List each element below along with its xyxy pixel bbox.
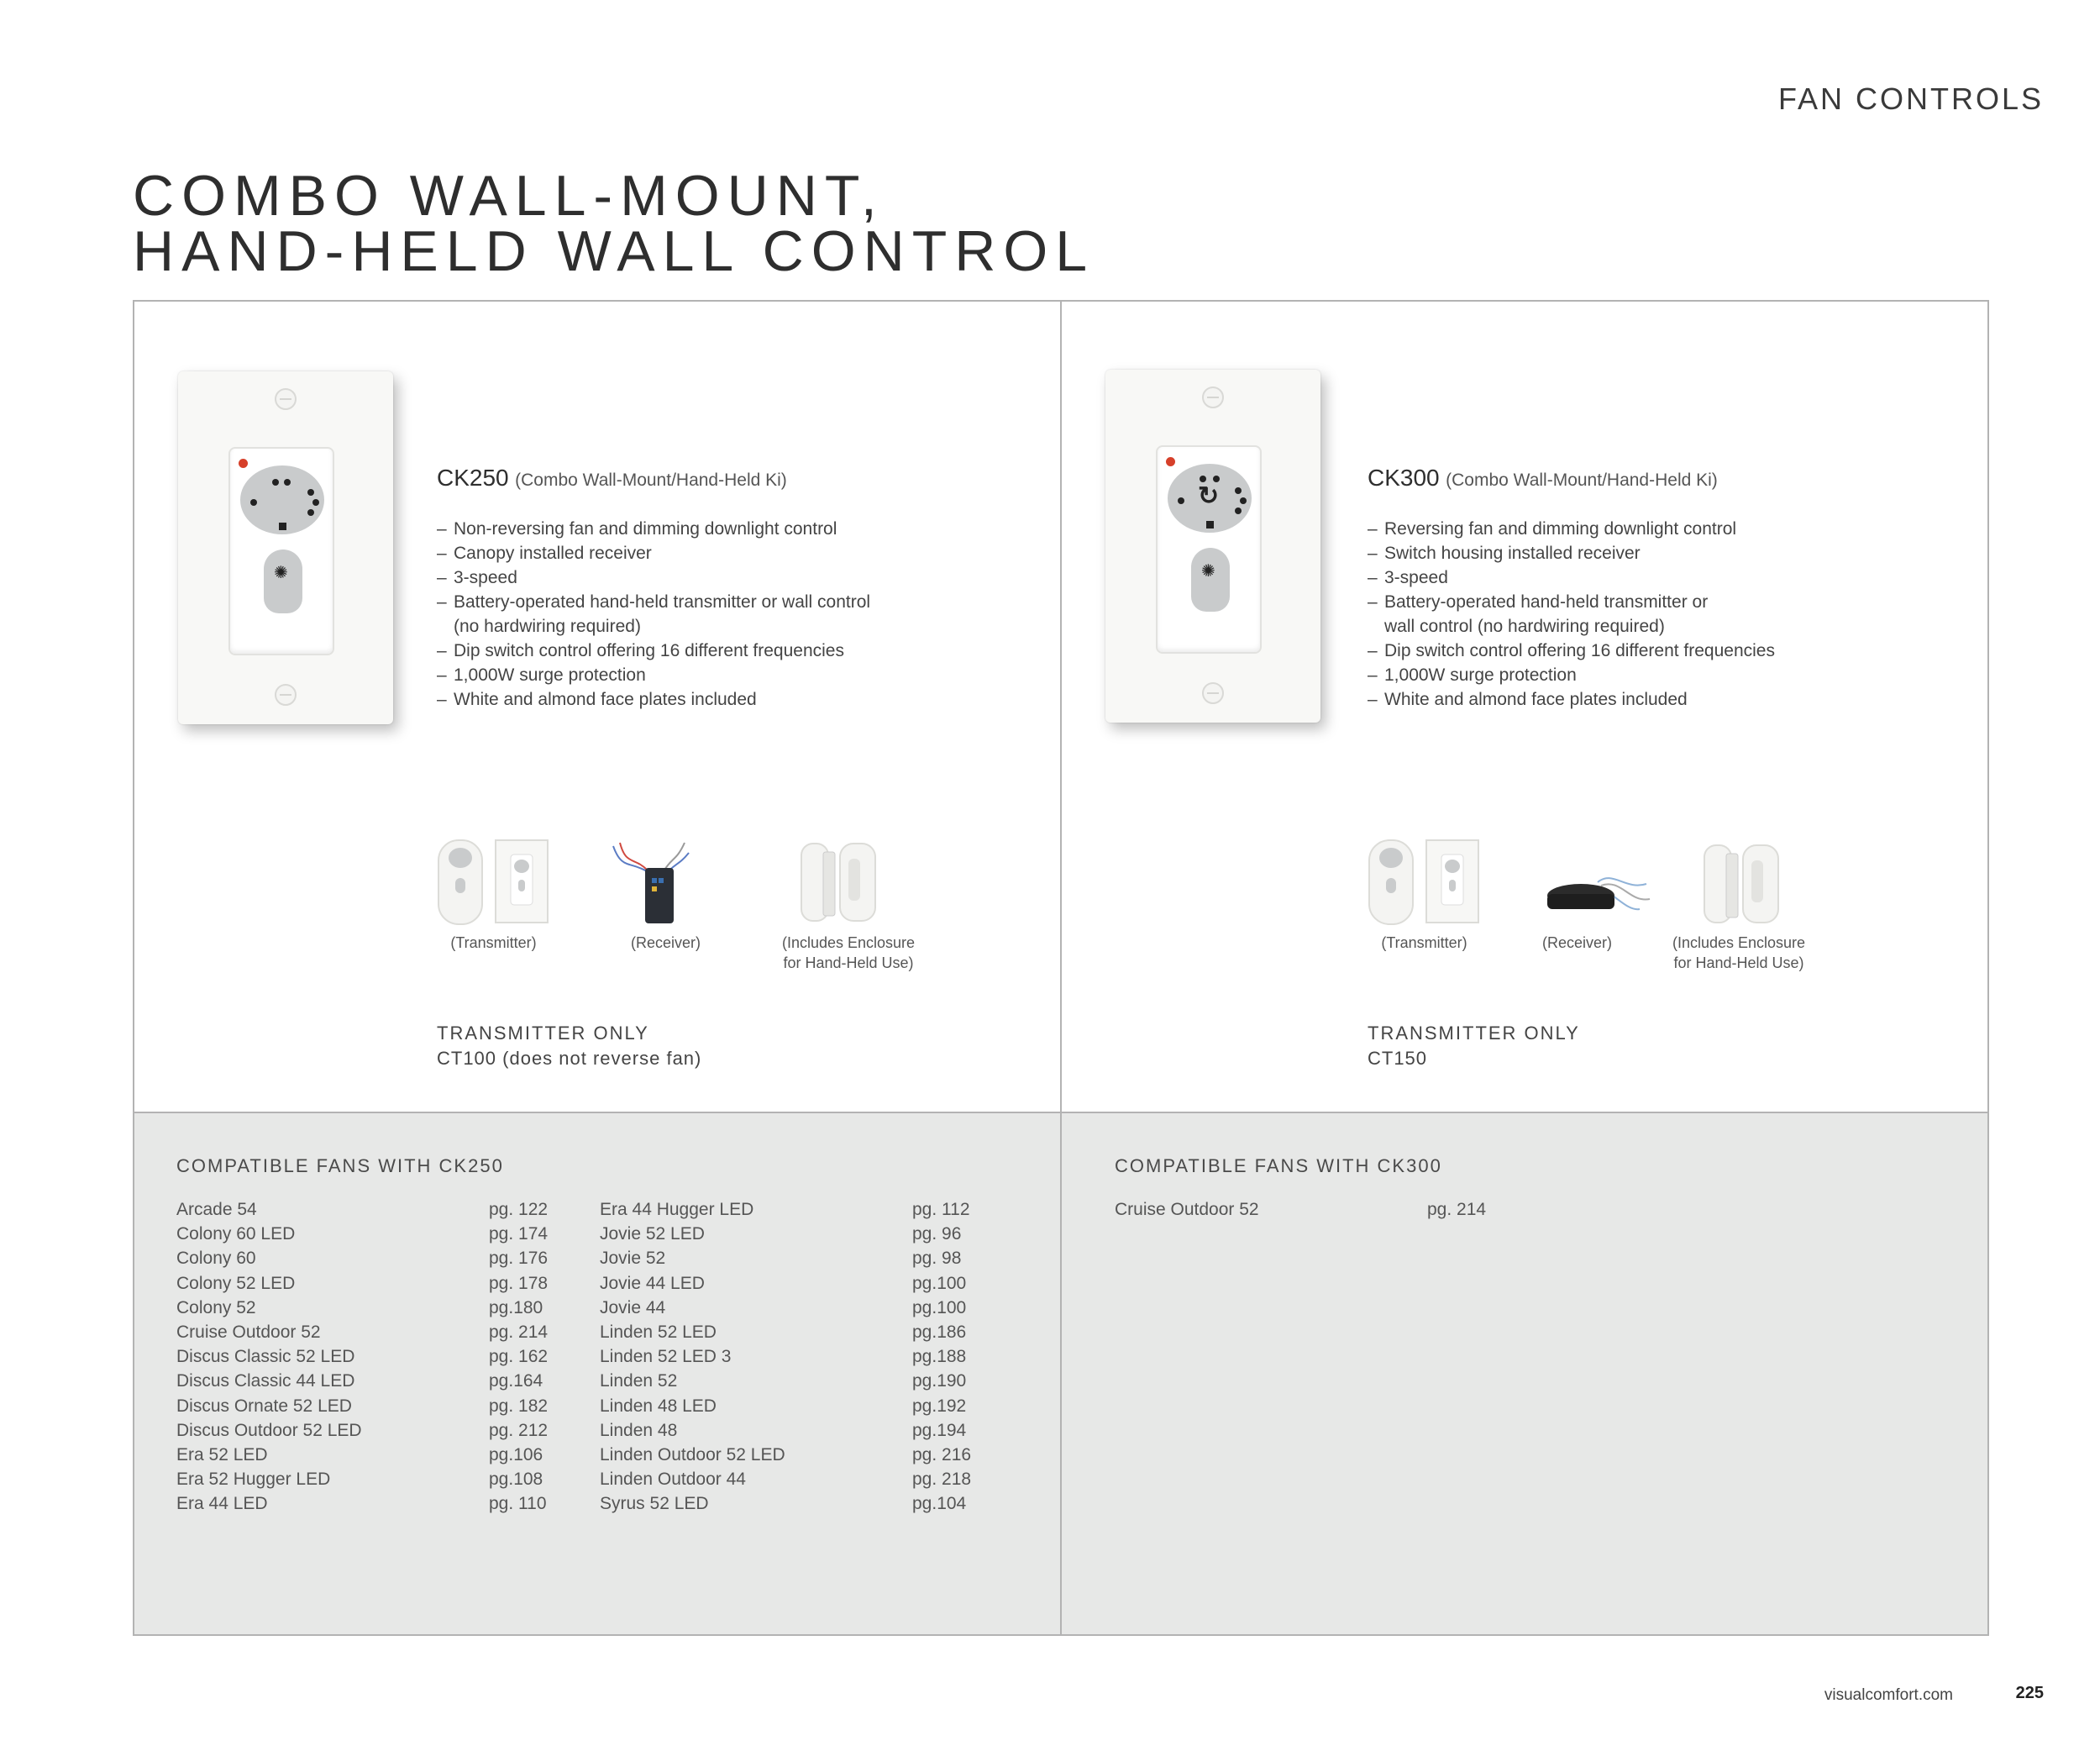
ck250-enclosure-image	[798, 840, 882, 924]
fan-page-ref: pg. 218	[912, 1470, 972, 1490]
fan-name: Era 52 Hugger LED	[176, 1470, 331, 1490]
ck250-compatible-heading: COMPATIBLE FANS WITH CK250	[176, 1155, 504, 1176]
enclosure-caption-line: for Hand-Held Use)	[1673, 954, 1804, 971]
fan-name: Linden 48	[600, 1420, 678, 1440]
feature-item: – 3-speed	[437, 565, 870, 590]
fan-reverse-button-icon: ↻	[1168, 464, 1252, 533]
fan-name: Linden 48 LED	[600, 1396, 717, 1416]
feature-item: – Dip switch control offering 16 different frequencies	[437, 639, 870, 663]
ck250-transmitter-only	[437, 1021, 701, 1071]
screw-icon	[275, 388, 297, 410]
fan-page-ref: pg.100	[912, 1273, 967, 1293]
fan-list-item	[600, 1271, 971, 1296]
fan-list-item	[600, 1222, 971, 1246]
led-indicator-icon	[239, 459, 248, 468]
fan-list-item	[176, 1418, 548, 1443]
fan-page-ref: pg. 96	[912, 1224, 962, 1244]
fan-list-item	[176, 1443, 548, 1467]
ck300-transmitter-caption: (Transmitter)	[1381, 934, 1467, 951]
control-insert	[1156, 445, 1262, 654]
ck250-fan-list-column-1	[176, 1197, 548, 1517]
ck300-product-title	[1368, 465, 1718, 492]
fan-name: Jovie 52 LED	[600, 1224, 705, 1244]
fan-name: Arcade 54	[176, 1200, 257, 1219]
ck250-enclosure-caption	[760, 933, 937, 973]
fan-name: Discus Classic 52 LED	[176, 1347, 355, 1367]
ck250-receiver-image	[605, 836, 693, 928]
fan-speed-button-icon	[240, 465, 324, 534]
ck250-product-title	[437, 465, 787, 492]
fan-page-ref: pg.106	[489, 1445, 543, 1465]
feature-item: – 1,000W surge protection	[1368, 663, 1775, 687]
ck250-subtitle: (Combo Wall-Mount/Hand-Held Ki)	[515, 471, 787, 490]
fan-list-item	[176, 1344, 548, 1369]
fan-name: Cruise Outdoor 52	[176, 1322, 321, 1343]
fan-name: Jovie 52	[600, 1249, 666, 1269]
fan-name: Syrus 52 LED	[600, 1494, 709, 1514]
fan-page-ref: pg.104	[912, 1494, 967, 1514]
fan-page-ref: pg.194	[912, 1420, 967, 1440]
feature-item: – Canopy installed receiver	[437, 541, 870, 565]
fan-name: Era 44 LED	[176, 1494, 268, 1514]
fan-list-item	[176, 1394, 548, 1418]
fan-page-ref: pg. 212	[489, 1420, 549, 1440]
fan-page-ref: pg.180	[489, 1297, 543, 1317]
fan-page-ref: pg.190	[912, 1371, 967, 1391]
enclosure-caption-line: (Includes Enclosure	[781, 934, 916, 951]
fan-name: Discus Outdoor 52 LED	[176, 1420, 362, 1440]
control-insert	[228, 447, 334, 655]
feature-item: – White and almond face plates included	[1368, 687, 1775, 712]
feature-item-continued: wall control (no hardwiring required)	[1384, 617, 1665, 636]
fan-list-item	[600, 1467, 971, 1491]
fan-page-ref: pg.100	[912, 1297, 967, 1317]
ck300-code: CK300	[1368, 465, 1440, 491]
fan-list-item	[600, 1443, 971, 1467]
fan-list-item	[600, 1418, 971, 1443]
screw-icon	[1202, 386, 1224, 408]
fan-name: Era 52 LED	[176, 1445, 268, 1465]
fan-list-item	[600, 1344, 971, 1369]
ck250-fan-list-column-2	[600, 1197, 971, 1517]
ck250-wall-plate-image	[178, 371, 393, 724]
ck250-feature-list	[437, 517, 870, 712]
fan-page-ref: pg.192	[912, 1396, 967, 1416]
ck300-enclosure-caption	[1651, 933, 1827, 973]
fan-page-ref: pg. 98	[912, 1249, 962, 1269]
fan-page-ref: pg. 162	[489, 1347, 549, 1367]
feature-item: – Dip switch control offering 16 different frequencies	[1368, 639, 1775, 663]
fan-list-item	[600, 1320, 971, 1344]
fan-name: Linden 52	[600, 1371, 678, 1391]
page-title-line-2: HAND-HELD WALL CONTROL	[133, 219, 1095, 283]
feature-item: – Battery-operated hand-held transmitter or wall control	[437, 590, 870, 614]
ck300-compatible-heading: COMPATIBLE FANS WITH CK300	[1115, 1155, 1442, 1176]
fan-page-ref: pg.164	[489, 1371, 543, 1391]
light-button-icon: ✺	[264, 549, 302, 613]
fan-name: Jovie 44 LED	[600, 1273, 705, 1293]
ck250-transmitter-caption: (Transmitter)	[450, 934, 537, 951]
column-divider	[1060, 300, 1062, 1636]
ck300-enclosure-image	[1701, 842, 1785, 926]
fan-name: Cruise Outdoor 52	[1115, 1200, 1259, 1219]
fan-list-item	[176, 1320, 548, 1344]
transmitter-only-value: CT150	[1368, 1048, 1428, 1069]
fan-name: Discus Classic 44 LED	[176, 1371, 355, 1391]
fan-name: Linden Outdoor 52 LED	[600, 1445, 785, 1465]
screw-icon	[1202, 682, 1224, 704]
page-title	[133, 164, 1095, 283]
fan-name: Jovie 44	[600, 1297, 666, 1317]
fan-name: Colony 52 LED	[176, 1273, 296, 1293]
ck250-receiver-caption: (Receiver)	[630, 934, 701, 951]
fan-list-item	[600, 1394, 971, 1418]
fan-page-ref: pg. 216	[912, 1445, 972, 1465]
ck300-receiver-image	[1546, 865, 1655, 924]
fan-name: Colony 52	[176, 1297, 256, 1317]
fan-name: Linden 52 LED	[600, 1322, 717, 1343]
fan-name: Linden 52 LED 3	[600, 1347, 732, 1367]
fan-list-item	[600, 1197, 971, 1222]
fan-name: Colony 60	[176, 1249, 256, 1269]
fan-list-item	[176, 1296, 548, 1320]
fan-list-item	[176, 1467, 548, 1491]
feature-item: – White and almond face plates included	[437, 687, 870, 712]
ck300-transmitter-only	[1368, 1021, 1580, 1071]
fan-list-item	[176, 1222, 548, 1246]
led-indicator-icon	[1166, 457, 1175, 466]
fan-page-ref: pg. 122	[489, 1200, 549, 1219]
fan-page-ref: pg. 110	[489, 1494, 547, 1514]
section-label: FAN CONTROLS	[1777, 82, 2044, 116]
fan-page-ref: pg. 182	[489, 1396, 549, 1416]
enclosure-caption-line: (Includes Enclosure	[1672, 934, 1806, 951]
light-button-icon: ✺	[1191, 548, 1230, 612]
feature-item: – Reversing fan and dimming downlight control	[1368, 517, 1775, 541]
transmitter-only-value: CT100 (does not reverse fan)	[437, 1048, 702, 1069]
ck300-receiver-caption: (Receiver)	[1541, 934, 1612, 951]
fan-list-item	[176, 1491, 548, 1516]
feature-item: – Battery-operated hand-held transmitter or	[1368, 590, 1775, 614]
fan-page-ref: pg. 214	[1427, 1200, 1487, 1219]
ck250-transmitter-image	[437, 836, 550, 928]
fan-page-ref: pg.108	[489, 1470, 543, 1490]
row-divider	[133, 1112, 1989, 1113]
ck300-subtitle: (Combo Wall-Mount/Hand-Held Ki)	[1446, 471, 1718, 490]
fan-page-ref: pg. 178	[489, 1273, 549, 1293]
fan-list-item	[176, 1369, 548, 1393]
feature-item: – Switch housing installed receiver	[1368, 541, 1775, 565]
fan-page-ref: pg.188	[912, 1347, 967, 1367]
fan-page-ref: pg. 112	[912, 1200, 970, 1219]
fan-list-item	[176, 1271, 548, 1296]
page-number: 225	[2015, 1684, 2044, 1702]
fan-list-item	[176, 1197, 548, 1222]
screw-icon	[275, 684, 297, 706]
transmitter-only-label: TRANSMITTER ONLY	[1368, 1023, 1580, 1044]
fan-page-ref: pg. 214	[489, 1322, 549, 1343]
fan-name: Linden Outdoor 44	[600, 1470, 746, 1490]
fan-list-item	[176, 1246, 548, 1270]
fan-list-item	[600, 1491, 971, 1516]
feature-item: – Non-reversing fan and dimming downlight control	[437, 517, 870, 541]
fan-name: Discus Ornate 52 LED	[176, 1396, 352, 1416]
fan-name: Era 44 Hugger LED	[600, 1200, 754, 1219]
fan-list-item	[600, 1296, 971, 1320]
ck300-fan-list	[1115, 1197, 1486, 1222]
ck250-code: CK250	[437, 465, 509, 491]
footer-url: visualcomfort.com	[1824, 1686, 1953, 1704]
fan-list-item	[600, 1369, 971, 1393]
fan-page-ref: pg. 174	[489, 1224, 549, 1244]
ck300-feature-list	[1368, 517, 1775, 712]
ck300-transmitter-image	[1368, 836, 1481, 928]
feature-item: – 1,000W surge protection	[437, 663, 870, 687]
transmitter-only-label: TRANSMITTER ONLY	[437, 1023, 649, 1044]
fan-name: Colony 60 LED	[176, 1224, 296, 1244]
feature-item: – 3-speed	[1368, 565, 1775, 590]
fan-page-ref: pg.186	[912, 1322, 967, 1343]
enclosure-caption-line: for Hand-Held Use)	[783, 954, 914, 971]
fan-list-item	[600, 1246, 971, 1270]
fan-list-item	[1115, 1197, 1486, 1222]
feature-item-continued: (no hardwiring required)	[454, 617, 641, 636]
page-title-line-1: COMBO WALL-MOUNT,	[133, 164, 885, 228]
fan-page-ref: pg. 176	[489, 1249, 549, 1269]
ck300-wall-plate-image	[1105, 370, 1320, 723]
